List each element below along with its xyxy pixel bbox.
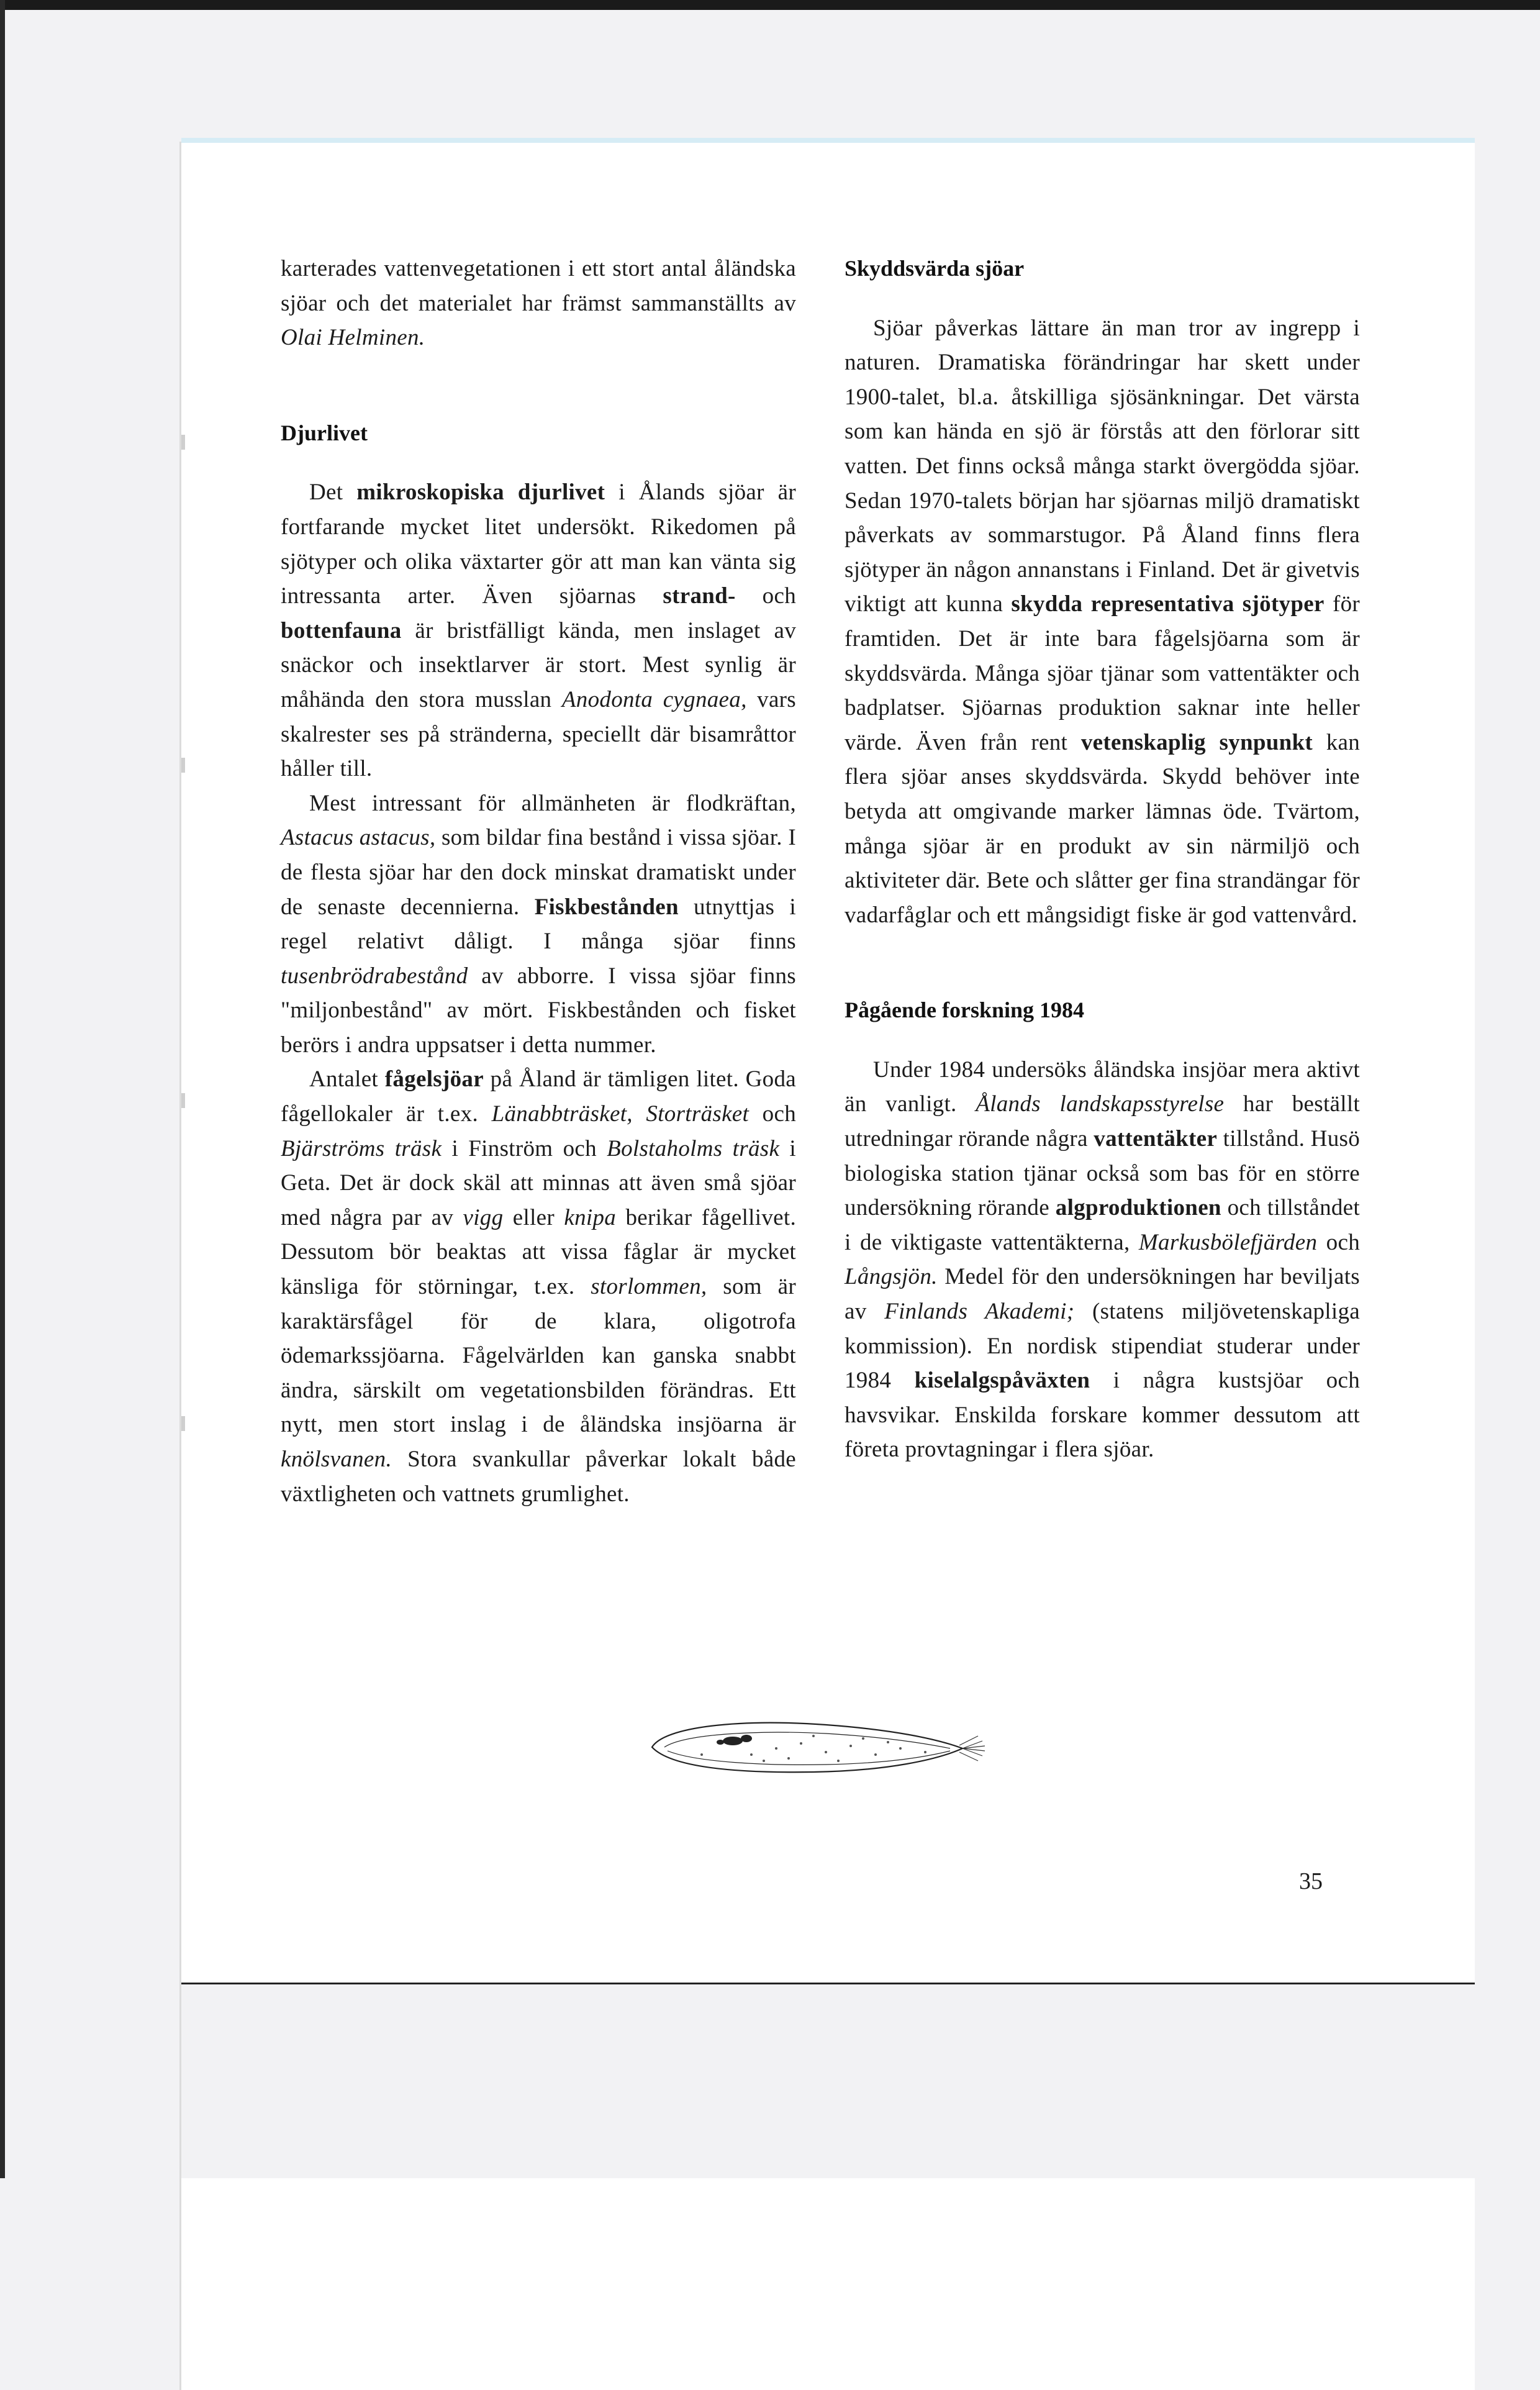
page-top-edge [181,138,1475,143]
right-column [845,252,1360,1467]
paragraph-forskning: Under 1984 undersöks åländska insjöar mera aktivt än vanligt. Ålands landskapsstyrelse har beställt utredningar rörande några vattentäkter tillstånd. Husö biologiska station tjänar också som bas för en större undersökning rörande algproduktionen och tillståndet i de viktigaste vattentäkterna, Markusbölefjärden och Långsjön. Medel för den undersökningen har beviljats av Finlands Akademi; (statens miljövetenskapliga kommission). En nordisk stipendiat studerar under 1984 kiselalgspåväxten i några kustsjöar och havsvikar. Enskilda forskare kommer dessutom att företa provtagningar i flera sjöar. [845,1056,1361,1463]
ciliate-organism-icon [640,1711,987,1779]
heading-djurlivet: Djurlivet [281,420,368,445]
intro-paragraph: karterades vattenvegetationen i ett stort antal åländska sjöar och det materialet har främst sammanställts av Olai Helminen. [281,256,796,351]
paragraph-djurlivet-2: Mest intressant för allmänheten är flodkräftan, Astacus astacus, som bildar fina bestånd i vissa sjöar. I de flesta sjöar har den dock minskat dramatiskt under de senaste decennierna. Fiskbestånden utnyttjas i regel relativt dåligt. I många sjöar finns tusenbrödrabestånd av abborre. I vissa sjöar finns "miljonbestånd" av mört. Fiskbestånden och fisket berörs i andra uppsatser i detta nummer. [281,790,796,1058]
scan-edge-left [0,0,5,2178]
paragraph-djurlivet-3: Antalet fågelsjöar på Åland är tämligen litet. Goda fågellokaler är t.ex. Länabbträsket, Storträsket och Bjärströms träsk i Finström och Bolstaholms träsk i Geta. Det är dock skäl att minnas att även små sjöar med några par av vigg eller knipa berikar fågellivet. Dessutom bör beaktas att vissa fåglar är mycket känsliga för störningar, t.ex. storlommen, som är karaktärsfågel för de klara, oligotrofa ödemarkssjöarna. Fågelvärlden kan ganska snabbt ändra, särskilt om vegetationsbilden förändras. Ett nytt, men stort inslag i de åländska insjöarna är knölsvanen. Stora svankullar påverkar lokalt både växtligheten och vattnets grumlighet. [281,1066,797,1507]
heading-skyddsvarda-sjoar: Skyddsvärda sjöar [845,256,1025,281]
binding-staple-marks [181,435,185,1429]
page-number: 35 [1299,1868,1323,1894]
paragraph-djurlivet-1: Det mikroskopiska djurlivet i Ålands sjöar är fortfarande mycket litet undersökt. Rikedomen på sjötyper och olika växtarter gör att man kan vänta sig intressanta arter. Även sjöarnas strand- och bottenfauna är bristfälligt kända, men inslaget av snäckor och insektlarver är stort. Mest synlig är måhända den stora musslan Anodonta cygnaea, vars skalrester ses på stränderna, speciellt där bisamråttor håller till. [281,479,796,782]
scan-background-bottom [181,1984,1475,2178]
left-column [281,252,796,1511]
heading-pagaende-forskning: Pågående forskning 1984 [845,997,1085,1023]
paragraph-skydd: Sjöar påverkas lättare än man tror av ingrepp i naturen. Dramatiska förändringar har skett under 1900-talet, bl.a. åtskilliga sjösänkningar. Det värsta som kan hända en sjö är förstås att den förlorar sitt vatten. Det finns också många starkt övergödda sjöar. Sedan 1970-talets början har sjöarnas miljö dramatiskt påverkats av sommarstugor. På Åland finns flera sjötyper än någon annanstans i Finland. Det är givetvis viktigt att kunna skydda representativa sjötyper för framtiden. Det är inte bara fågelsjöarna som är skyddsvärda. Många sjöar tjänar som vattentäkter och badplatser. Sjöarnas produktion saknar inte heller värde. Även från rent vetenskaplig synpunkt kan flera sjöar anses skyddsvärda. Skydd behöver inte betyda att omgivande marker lämnas öde. Tvärtom, många sjöar är en produkt av sin närmiljö och aktiviteter där. Bete och slåtter ger fina strandängar för vadarfåglar och ett mångsidigt fiske är god vattenvård. [845,315,1361,928]
scan-edge-top [0,0,1540,10]
